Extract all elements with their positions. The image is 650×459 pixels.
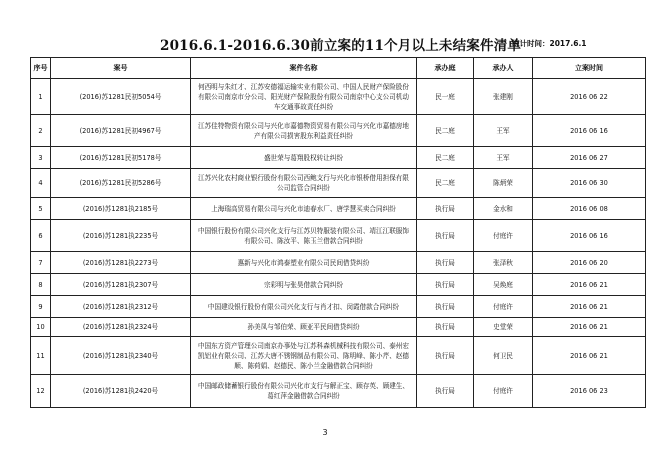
cell-case-number: (2016)苏1281执2185号 — [51, 198, 191, 220]
cell-case-number: (2016)苏1281执2312号 — [51, 296, 191, 318]
cell-filing-date: 2016 06 21 — [533, 296, 646, 318]
cell-filing-date: 2016 06 08 — [533, 198, 646, 220]
cell-filing-date: 2016 06 21 — [533, 274, 646, 296]
cell-filing-date: 2016 06 30 — [533, 169, 646, 198]
table-row — [31, 318, 646, 337]
cell-case-name: 盛世荣与葛翔股权转让纠纷 — [191, 147, 417, 169]
cell-case-name: 上海瑞高贸易有限公司与兴化市迪春水厂、唐学慧买卖合同纠纷 — [191, 198, 417, 220]
cell-case-name: 江苏佳特物资有限公司与兴化市嘉德物资贸易有限公司与兴化市嘉德房地产有限公司损害股东利益责任纠纷 — [191, 115, 417, 147]
statistics-time: 统计时间：2017.6.1 — [512, 39, 587, 48]
table-row — [31, 198, 646, 220]
col-header-index: 序号 — [31, 58, 51, 79]
cell-judge: 吴焕庭 — [474, 274, 533, 296]
col-header-case-number: 案号 — [51, 58, 191, 79]
cell-index: 8 — [31, 274, 51, 296]
table-row — [31, 115, 646, 147]
cell-division: 民二庭 — [417, 169, 474, 198]
table-row — [31, 337, 646, 375]
cell-division: 执行局 — [417, 220, 474, 252]
cell-case-name: 中国东方资产管理公司南京办事处与江苏科森机械科技有限公司、泰州宏凯铝业有限公司、江苏大唐不锈钢制品有限公司、陈明峰、陈小芹、赵德顺、陈荷娟、赵德民、陈小兰金融借款合同纠纷 — [191, 337, 417, 375]
cell-case-number: (2016)苏1281执2420号 — [51, 375, 191, 408]
page-number: 3 — [322, 428, 328, 437]
cell-division: 民一庭 — [417, 79, 474, 115]
cell-case-number: (2016)苏1281民初5054号 — [51, 79, 191, 115]
page-title: 2016.6.1-2016.6.30前立案的11个月以上未结案件清单 — [160, 38, 522, 54]
cell-filing-date: 2016 06 16 — [533, 115, 646, 147]
cell-case-name: 中国银行股份有限公司兴化支行与江苏贝特服装有限公司、靖江江联服饰有限公司、陈汝平、陈玉兰借款合同纠纷 — [191, 220, 417, 252]
cell-index: 2 — [31, 115, 51, 147]
cell-filing-date: 2016 06 23 — [533, 375, 646, 408]
cell-judge: 史堂荣 — [474, 318, 533, 337]
cell-index: 4 — [31, 169, 51, 198]
table-row — [31, 252, 646, 274]
cell-division: 执行局 — [417, 274, 474, 296]
cell-judge: 张泽秋 — [474, 252, 533, 274]
cell-division: 民二庭 — [417, 115, 474, 147]
title-row — [0, 34, 650, 52]
cell-case-number: (2016)苏1281执2235号 — [51, 220, 191, 252]
col-header-judge: 承办人 — [474, 58, 533, 79]
cell-case-number: (2016)苏1281执2340号 — [51, 337, 191, 375]
table-row — [31, 169, 646, 198]
cell-index: 1 — [31, 79, 51, 115]
cell-division: 执行局 — [417, 375, 474, 408]
table-row — [31, 79, 646, 115]
cell-case-number: (2016)苏1281民初4967号 — [51, 115, 191, 147]
cell-filing-date: 2016 06 22 — [533, 79, 646, 115]
cell-case-name: 孙美凤与邹伯荣、顾亚平民间借贷纠纷 — [191, 318, 417, 337]
cell-judge: 何卫民 — [474, 337, 533, 375]
cell-judge: 付庭许 — [474, 220, 533, 252]
cell-index: 6 — [31, 220, 51, 252]
table-row — [31, 296, 646, 318]
cell-index: 11 — [31, 337, 51, 375]
cell-division: 执行局 — [417, 337, 474, 375]
cell-division: 执行局 — [417, 296, 474, 318]
cell-judge: 张建刚 — [474, 79, 533, 115]
cell-judge: 付庭许 — [474, 296, 533, 318]
cell-division: 执行局 — [417, 198, 474, 220]
cell-index: 5 — [31, 198, 51, 220]
cell-case-number: (2016)苏1281执2324号 — [51, 318, 191, 337]
col-header-division: 承办庭 — [417, 58, 474, 79]
cell-case-name: 中国建设银行股份有限公司兴化支行与肖才扣、闵霞借款合同纠纷 — [191, 296, 417, 318]
cell-case-name: 惠新与兴化市鸿泰塑业有限公司民间借贷纠纷 — [191, 252, 417, 274]
case-list-table — [30, 57, 646, 408]
cell-division: 执行局 — [417, 252, 474, 274]
col-header-case-name: 案件名称 — [191, 58, 417, 79]
cell-case-name: 江苏兴化农村商业银行股份有限公司西鲍支行与兴化市银桥借用担保有限公司监管合同纠纷 — [191, 169, 417, 198]
table-row — [31, 220, 646, 252]
cell-index: 12 — [31, 375, 51, 408]
cell-division: 民二庭 — [417, 147, 474, 169]
table-row — [31, 274, 646, 296]
cell-case-number: (2016)苏1281民初5286号 — [51, 169, 191, 198]
cell-judge: 金水和 — [474, 198, 533, 220]
cell-judge: 付庭许 — [474, 375, 533, 408]
cell-filing-date: 2016 06 21 — [533, 337, 646, 375]
cell-filing-date: 2016 06 21 — [533, 318, 646, 337]
table-row — [31, 375, 646, 408]
cell-judge: 王军 — [474, 147, 533, 169]
cell-filing-date: 2016 06 20 — [533, 252, 646, 274]
cell-case-name: 中国邮政储蓄银行股份有限公司兴化市支行与解正宝、顾存英、顾建生、葛红萍金融借款合同纠纷 — [191, 375, 417, 408]
cell-case-name: 宗彩明与张昊借款合同纠纷 — [191, 274, 417, 296]
cell-division: 执行局 — [417, 318, 474, 337]
cell-filing-date: 2016 06 27 — [533, 147, 646, 169]
table-header-row — [31, 58, 646, 79]
cell-case-number: (2016)苏1281民初5178号 — [51, 147, 191, 169]
cell-case-number: (2016)苏1281执2273号 — [51, 252, 191, 274]
cell-case-number: (2016)苏1281执2307号 — [51, 274, 191, 296]
cell-index: 7 — [31, 252, 51, 274]
cell-index: 9 — [31, 296, 51, 318]
cell-judge: 陈炳荣 — [474, 169, 533, 198]
cell-index: 3 — [31, 147, 51, 169]
cell-judge: 王军 — [474, 115, 533, 147]
cell-case-name: 何西明与朱红才、江苏安德福运输实业有限公司、中国人民财产保险股份有限公司南京市分公司、阳光财产保险股份有限公司南京中心支公司机动车交通事故责任纠纷 — [191, 79, 417, 115]
col-header-filing-date: 立案时间 — [533, 58, 646, 79]
cell-filing-date: 2016 06 16 — [533, 220, 646, 252]
cell-index: 10 — [31, 318, 51, 337]
table-row — [31, 147, 646, 169]
